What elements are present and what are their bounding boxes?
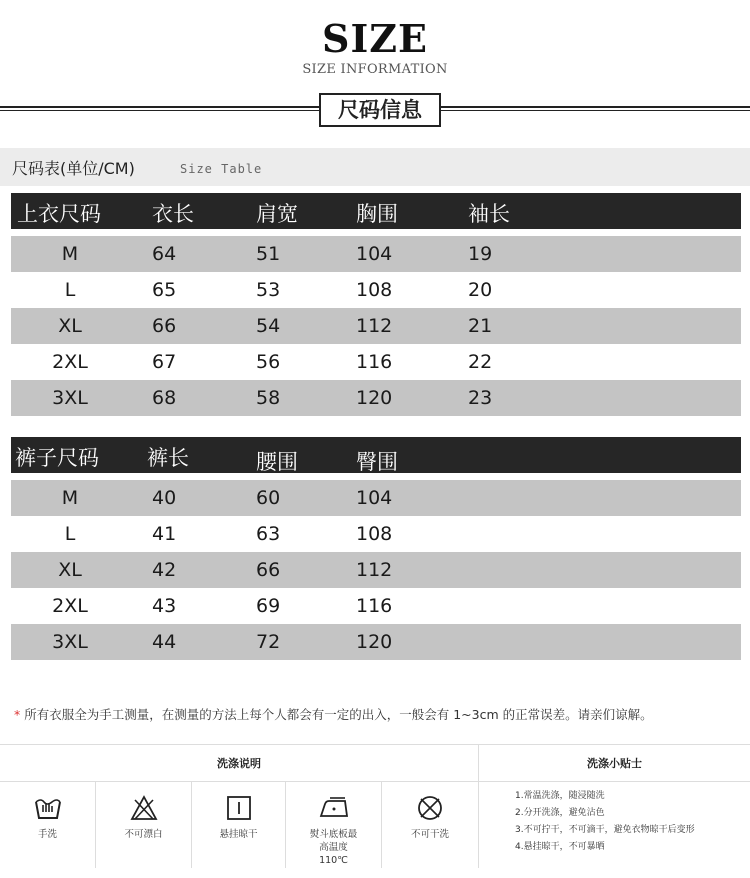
hip-cell: 108: [356, 523, 393, 545]
top-header-sleeve: 袖长: [468, 202, 510, 226]
care-panel: [0, 744, 750, 878]
care-tips-list: [478, 782, 750, 868]
shoulder-cell: 53: [256, 279, 281, 301]
length-cell: 44: [152, 631, 177, 653]
list-item: 1.常温洗涤，随浸随洗: [515, 791, 605, 801]
page-title: SIZE: [322, 16, 428, 61]
length-cell: 42: [152, 559, 177, 581]
list-item: 2.分开洗涤，避免沾色: [515, 808, 605, 818]
no-dry-clean-icon: [415, 794, 445, 822]
hip-cell: 120: [356, 631, 393, 653]
care-label: 不可干洗: [410, 829, 449, 840]
pants-header-hip: 臀围: [356, 450, 398, 474]
size-cell: XL: [58, 315, 82, 337]
care-heading: 洗涤说明: [0, 744, 478, 782]
top-header-size: 上衣尺码: [17, 202, 101, 226]
table-row: [11, 344, 741, 380]
care-item-hand-wash: [0, 782, 96, 868]
section-title: 尺码信息: [319, 93, 441, 127]
table-caption-subtitle: Size Table: [180, 162, 263, 176]
top-table-header: [11, 193, 741, 229]
size-cell: 3XL: [52, 387, 88, 409]
pants-header-length: 裤长: [147, 446, 189, 470]
table-row: [11, 552, 741, 588]
size-cell: M: [61, 487, 79, 509]
sleeve-cell: 20: [468, 279, 493, 301]
chest-cell: 112: [356, 315, 393, 337]
sleeve-cell: 22: [468, 351, 493, 373]
page-subtitle: SIZE INFORMATION: [302, 62, 448, 77]
note-text: 所有衣服全为手工测量，在测量的方法上每个人都会有一定的出入，一般会有 1~3cm 的正常误差。请亲们谅解。: [24, 707, 653, 722]
waist-cell: 69: [256, 595, 281, 617]
size-cell: 3XL: [52, 631, 88, 653]
divider-left: [0, 106, 319, 111]
chest-cell: 108: [356, 279, 393, 301]
list-item: 3.不可拧干，不可滴干，避免衣物晾干后变形: [515, 825, 695, 835]
top-header-length: 衣长: [152, 202, 194, 226]
waist-cell: 63: [256, 523, 281, 545]
note-star: *: [14, 707, 21, 722]
table-row: [11, 308, 741, 344]
sleeve-cell: 19: [468, 243, 493, 265]
table-row: [11, 236, 741, 272]
no-bleach-icon: [129, 794, 159, 822]
hip-cell: 104: [356, 487, 393, 509]
care-item-no-bleach: [96, 782, 192, 868]
measurement-note: [14, 705, 653, 723]
hand-wash-icon: [33, 794, 63, 822]
size-cell: XL: [58, 559, 82, 581]
care-item-no-dry-clean: [382, 782, 478, 868]
sleeve-cell: 23: [468, 387, 493, 409]
sleeve-cell: 21: [468, 315, 493, 337]
chest-cell: 120: [356, 387, 393, 409]
hip-cell: 112: [356, 559, 393, 581]
care-item-iron: [286, 782, 382, 868]
length-cell: 68: [152, 387, 177, 409]
table-row: [11, 516, 741, 552]
size-cell: L: [64, 523, 76, 545]
length-cell: 43: [152, 595, 177, 617]
table-row: [11, 624, 741, 660]
chest-cell: 104: [356, 243, 393, 265]
hang-dry-icon: [224, 794, 254, 822]
care-label: 手洗: [37, 829, 57, 840]
size-cell: 2XL: [52, 351, 88, 373]
list-item: 4.悬挂晾干，不可暴晒: [515, 842, 605, 852]
shoulder-cell: 51: [256, 243, 281, 265]
length-cell: 65: [152, 279, 177, 301]
table-row: [11, 272, 741, 308]
care-label: 熨斗底板最高温度110℃: [309, 829, 358, 866]
pants-table-header: [11, 437, 741, 473]
chest-cell: 116: [356, 351, 393, 373]
length-cell: 41: [152, 523, 177, 545]
length-cell: 64: [152, 243, 177, 265]
iron-icon: [317, 794, 351, 822]
care-label: 悬挂晾干: [219, 829, 258, 840]
care-item-hang-dry: [192, 782, 286, 868]
pants-header-waist: 腰围: [256, 450, 298, 474]
hip-cell: 116: [356, 595, 393, 617]
size-cell: 2XL: [52, 595, 88, 617]
length-cell: 67: [152, 351, 177, 373]
size-cell: L: [64, 279, 76, 301]
waist-cell: 72: [256, 631, 281, 653]
table-caption-title: 尺码表(单位/CM): [12, 159, 135, 178]
length-cell: 66: [152, 315, 177, 337]
table-row: [11, 588, 741, 624]
waist-cell: 66: [256, 559, 281, 581]
waist-cell: 60: [256, 487, 281, 509]
top-header-shoulder: 肩宽: [256, 202, 298, 226]
care-label: 不可漂白: [124, 829, 163, 840]
top-header-chest: 胸围: [356, 202, 398, 226]
pants-header-size: 裤子尺码: [15, 446, 99, 470]
divider-right: [441, 106, 750, 111]
table-row: [11, 480, 741, 516]
size-cell: M: [61, 243, 79, 265]
length-cell: 40: [152, 487, 177, 509]
tips-heading: 洗涤小贴士: [478, 744, 750, 782]
shoulder-cell: 56: [256, 351, 281, 373]
table-row: [11, 380, 741, 416]
shoulder-cell: 54: [256, 315, 281, 337]
shoulder-cell: 58: [256, 387, 281, 409]
